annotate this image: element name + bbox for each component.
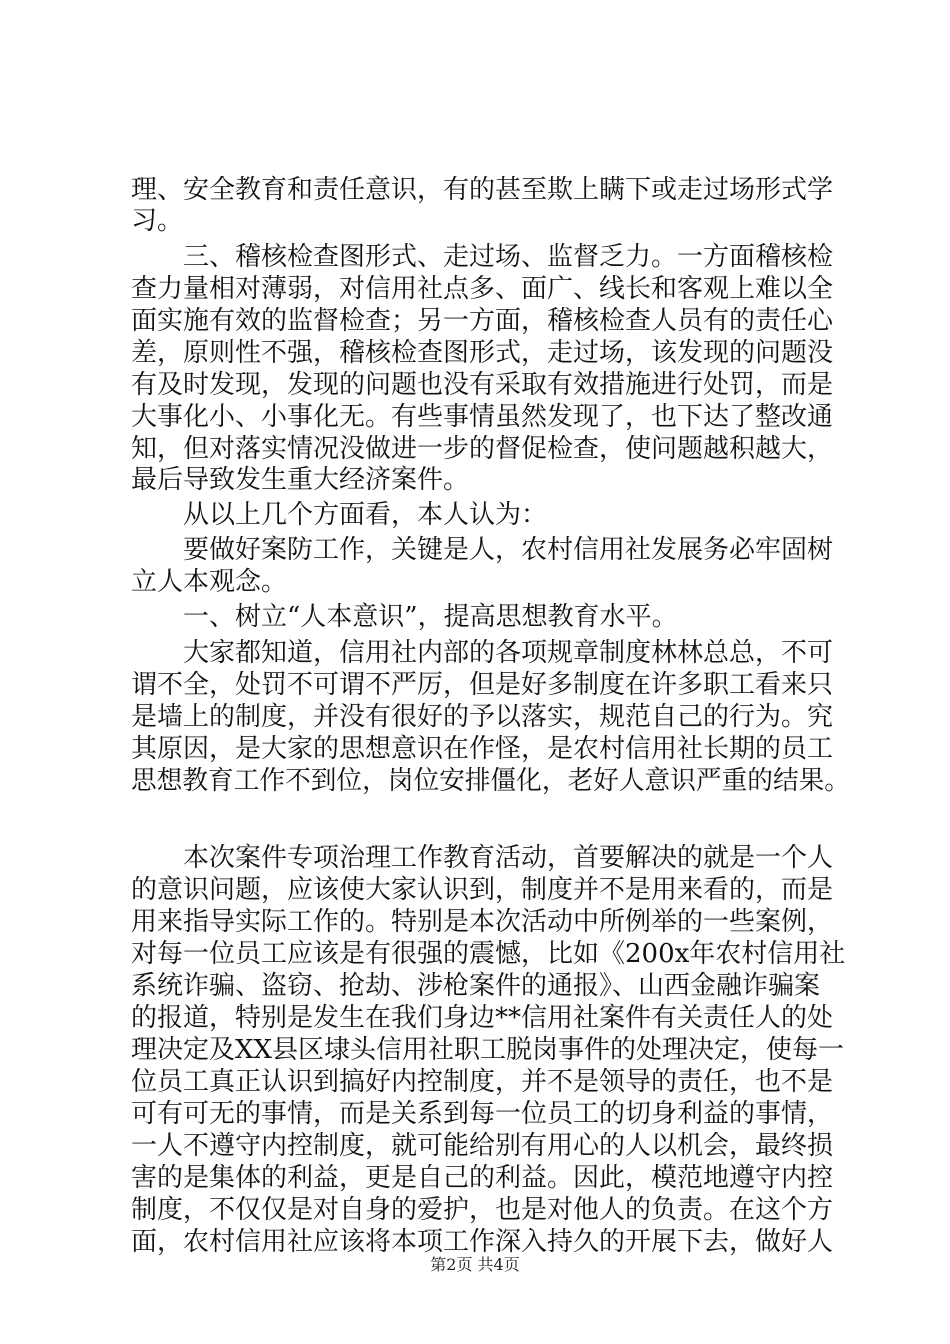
body-line: 害的是集体的利益，更是自己的利益。因此，模范地遵守内控	[131, 1163, 834, 1193]
body-line: 本次案件专项治理工作教育活动，首要解决的就是一个人	[131, 843, 834, 873]
body-line: 位员工真正认识到搞好内控制度，并不是领导的责任，也不是	[131, 1067, 834, 1097]
body-line: 思想教育工作不到位，岗位安排僵化，老好人意识严重的结果。	[131, 766, 850, 796]
body-line: 理、安全教育和责任意识，有的甚至欺上瞒下或走过场形式学	[131, 175, 834, 205]
body-line: 制度，不仅仅是对自身的爱护，也是对他人的负责。在这个方	[131, 1195, 834, 1225]
body-line: 三、稽核检查图形式、走过场、监督乏力。一方面稽核检	[131, 242, 834, 272]
body-line: 面实施有效的监督检查；另一方面，稽核检查人员有的责任心	[131, 306, 834, 336]
body-line: 立人本观念。	[131, 567, 288, 597]
body-line: 大家都知道，信用社内部的各项规章制度林林总总，不可	[131, 638, 834, 668]
body-line: 习。	[131, 206, 184, 236]
body-line: 从以上几个方面看，本人认为：	[131, 500, 548, 530]
body-line: 对每一位员工应该是有很强的震憾，比如《200x年农村信用社	[131, 939, 846, 969]
body-line: 差，原则性不强，稽核检查图形式，走过场，该发现的问题没	[131, 338, 834, 368]
body-line: 大事化小、小事化无。有些事情虽然发现了，也下达了整改通	[131, 402, 834, 432]
body-line: 面，农村信用社应该将本项工作深入持久的开展下去，做好人	[131, 1227, 834, 1257]
body-line: 一、树立“人本意识”，提高思想教育水平。	[131, 602, 678, 632]
body-line: 用来指导实际工作的。特别是本次活动中所例举的一些案例，	[131, 907, 834, 937]
body-line: 的报道，特别是发生在我们身边**信用社案件有关责任人的处	[131, 1003, 834, 1033]
body-line: 是墙上的制度，并没有很好的予以落实，规范自己的行为。究	[131, 702, 834, 732]
body-line: 有及时发现，发现的问题也没有采取有效措施进行处罚，而是	[131, 370, 834, 400]
body-line: 可有可无的事情，而是关系到每一位员工的切身利益的事情，	[131, 1099, 834, 1129]
body-line: 要做好案防工作，关键是人，农村信用社发展务必牢固树	[131, 535, 834, 565]
body-line: 的意识问题，应该使大家认识到，制度并不是用来看的，而是	[131, 875, 834, 905]
body-line: 最后导致发生重大经济案件。	[131, 465, 470, 495]
body-line: 知，但对落实情况没做进一步的督促检查，使问题越积越大，	[131, 434, 834, 464]
body-line: 其原因，是大家的思想意识在作怪，是农村信用社长期的员工	[131, 734, 834, 764]
body-line: 查力量相对薄弱，对信用社点多、面广、线长和客观上难以全	[131, 274, 834, 304]
body-line: 谓不全，处罚不可谓不严厉，但是好多制度在许多职工看来只	[131, 670, 834, 700]
body-line: 系统诈骗、盗窃、抢劫、涉枪案件的通报》、山西金融诈骗案	[131, 971, 821, 1001]
body-line: 一人不遵守内控制度，就可能给别有用心的人以机会，最终损	[131, 1131, 834, 1161]
body-line: 理决定及XX县区埭头信用社职工脱岗事件的处理决定，使每一	[131, 1035, 845, 1065]
page-footer: 第2页 共4页	[430, 1255, 520, 1274]
